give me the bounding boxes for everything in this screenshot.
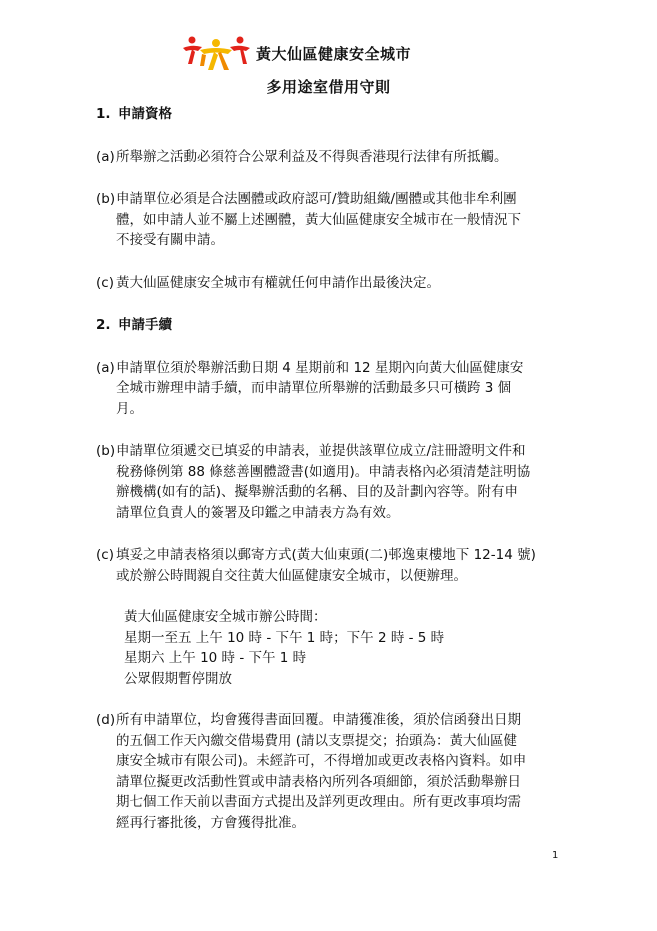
section-heading-procedure: 2. 申請手續 [96,317,172,333]
letterhead [0,34,657,104]
list-item: (a) 申請單位須於舉辦活動日期 4 星期前和 12 星期內向黃大仙區健康安 全城市辦理申請手續，而申請單位所舉辦的活動最多只可橫跨 3 個 月。 [96,359,524,417]
section-heading-eligibility: 1. 申請資格 [96,106,172,122]
document-title: 多用途室借用守則 [266,78,391,96]
list-item: (b) 申請單位須遞交已填妥的申請表，並提供該單位成立/註冊證明文件和 稅務條例第 88 條慈善團體證書(如適用)。申請表格內必須清楚註明協 辦機構(如有的話)、擬舉辦活動的名稱、目的及計劃內容等。附有申 請單位負責人的簽署及印鑑之申請表方為有效。 [96,443,531,521]
office-hours-line: 公眾假期暫停開放 [124,670,232,687]
office-hours [96,607,570,689]
office-hours-line: 星期一至五 上午 10 時 - 下午 1 時；下午 2 時 - 5 時 [124,629,445,646]
list-item: (c) 黃大仙區健康安全城市有權就任何申請作出最後決定。 [96,274,440,291]
page-number: 1 [552,850,559,861]
organization-name: 黃大仙區健康安全城市 [256,45,412,63]
list-item: (d) 所有申請單位，均會獲得書面回覆。申請獲准後，須於信函發出日期 的五個工作天內繳交借場費用 (請以支票提交；抬頭為：黃大仙區健 康安全城市有限公司)。未經許可，不得增加或更改表格內資料。如申 請單位擬更改活動性質或申請表格內所列各項細節，須於活動舉辦日 期七個工作天前以書面方式提出及詳列更改理由。所有更改事項均需 經再行審批後，方會獲得批准。 [96,712,527,831]
office-hours-title: 黃大仙區健康安全城市辦公時間： [124,609,327,625]
list-item: (a) 所舉辦之活動必須符合公眾利益及不得與香港現行法律有所抵觸。 [96,148,508,165]
list-item: (c) 填妥之申請表格須以郵寄方式(黃大仙東頭(二)邨逸東樓地下 12-14 號) 或於辦公時間親自交往黃大仙區健康安全城市，以便辦理。 [96,547,536,584]
rules-body [96,104,570,833]
office-hours-line: 星期六 上午 10 時 - 下午 1 時 [124,650,307,666]
list-item: (b) 申請單位必須是合法團體或政府認可/贊助組織/團體或其他非牟利團 體，如申請人並不屬上述團體，黃大仙區健康安全城市在一般情況下 不接受有關申請。 [96,191,521,248]
healthy-city-logo-icon [180,34,252,72]
